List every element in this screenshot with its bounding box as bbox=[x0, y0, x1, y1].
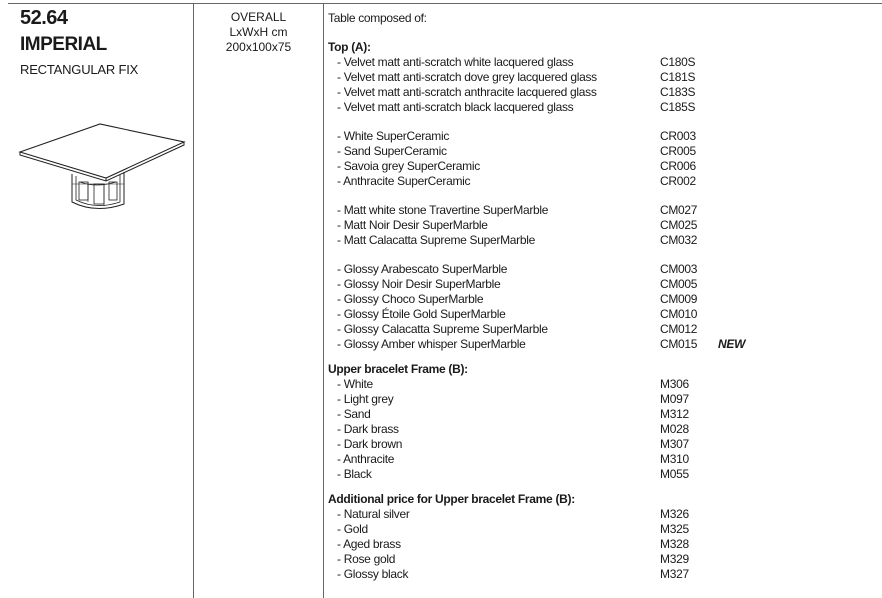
dimensions-overall-label: OVERALL bbox=[230, 10, 287, 24]
top-option-row bbox=[328, 129, 868, 144]
option-label: - Glossy Choco SuperMarble bbox=[337, 292, 484, 306]
composition-column bbox=[328, 11, 868, 582]
section-gap bbox=[328, 352, 868, 362]
option-label: - Glossy Amber whisper SuperMarble bbox=[337, 337, 526, 351]
group-gap bbox=[328, 248, 868, 262]
option-code: M312 bbox=[660, 407, 689, 421]
option-code: C181S bbox=[660, 70, 696, 84]
option-code: M097 bbox=[660, 392, 689, 406]
group-gap bbox=[328, 115, 868, 129]
intro-text: Table composed of: bbox=[328, 11, 427, 25]
option-label: - Black bbox=[337, 467, 372, 481]
option-label: - Velvet matt anti-scratch dove grey lacquered glass bbox=[337, 70, 597, 84]
option-label: - Light grey bbox=[337, 392, 394, 406]
option-code: CM015 bbox=[660, 337, 698, 351]
option-code: M326 bbox=[660, 507, 689, 521]
top-option-row bbox=[328, 307, 868, 322]
option-code: CR006 bbox=[660, 159, 696, 173]
column-divider-2 bbox=[323, 3, 324, 598]
option-label: - Rose gold bbox=[337, 552, 396, 566]
top-option-row bbox=[328, 233, 868, 248]
product-subtitle: RECTANGULAR FIX bbox=[20, 62, 139, 77]
column-divider-1 bbox=[193, 3, 194, 598]
option-label: - Velvet matt anti-scratch black lacquered glass bbox=[337, 100, 574, 114]
option-label: - Glossy Noir Desir SuperMarble bbox=[337, 277, 501, 291]
option-code: CM025 bbox=[660, 218, 698, 232]
option-label: - Sand SuperCeramic bbox=[337, 144, 447, 158]
top-option-row bbox=[328, 55, 868, 70]
option-code: M055 bbox=[660, 467, 689, 481]
option-code: C180S bbox=[660, 55, 696, 69]
option-code: M328 bbox=[660, 537, 689, 551]
option-code: CR005 bbox=[660, 144, 696, 158]
option-label: - Dark brown bbox=[337, 437, 403, 451]
top-section-title: Top (A): bbox=[328, 40, 371, 54]
product-code: 52.64 bbox=[20, 7, 68, 29]
top-option-row bbox=[328, 100, 868, 115]
option-code: CM010 bbox=[660, 307, 698, 321]
option-label: - Velvet matt anti-scratch white lacquered glass bbox=[337, 55, 574, 69]
option-code: M325 bbox=[660, 522, 689, 536]
option-code: CM009 bbox=[660, 292, 698, 306]
dimensions-value: 200x100x75 bbox=[225, 40, 292, 54]
new-badge: NEW bbox=[718, 337, 746, 351]
top-option-row bbox=[328, 292, 868, 307]
frame-option-row bbox=[328, 467, 868, 482]
option-label: - Anthracite SuperCeramic bbox=[337, 174, 471, 188]
top-option-row bbox=[328, 159, 868, 174]
option-code: M310 bbox=[660, 452, 689, 466]
frame-section-title: Upper bracelet Frame (B): bbox=[328, 362, 468, 376]
frame-option-row bbox=[328, 437, 868, 452]
option-label: - Velvet matt anti-scratch anthracite lacquered glass bbox=[337, 85, 597, 99]
option-label: - Natural silver bbox=[337, 507, 410, 521]
option-label: - Sand bbox=[337, 407, 371, 421]
option-label: - Glossy Arabescato SuperMarble bbox=[337, 262, 508, 276]
option-code: CM027 bbox=[660, 203, 698, 217]
option-label: - Glossy black bbox=[337, 567, 409, 581]
option-label: - Gold bbox=[337, 522, 368, 536]
option-code: CR002 bbox=[660, 174, 696, 188]
top-option-row bbox=[328, 70, 868, 85]
top-option-row bbox=[328, 277, 868, 292]
option-code: CM032 bbox=[660, 233, 698, 247]
option-code: C185S bbox=[660, 100, 696, 114]
option-label: - Dark brass bbox=[337, 422, 399, 436]
top-option-row bbox=[328, 174, 868, 189]
top-option-row bbox=[328, 337, 868, 352]
section-gap bbox=[328, 482, 868, 492]
top-option-row bbox=[328, 144, 868, 159]
table-drawing bbox=[16, 122, 188, 214]
option-label: - Matt white stone Travertine SuperMarble bbox=[337, 203, 549, 217]
option-label: - White bbox=[337, 377, 373, 391]
top-option-row bbox=[328, 218, 868, 233]
top-option-row bbox=[328, 322, 868, 337]
option-code: C183S bbox=[660, 85, 696, 99]
option-label: - Matt Calacatta Supreme SuperMarble bbox=[337, 233, 535, 247]
option-label: - Glossy Étoile Gold SuperMarble bbox=[337, 307, 506, 321]
dimensions-unit-label: LxWxH cm bbox=[229, 25, 288, 39]
option-code: M329 bbox=[660, 552, 689, 566]
option-label: - Matt Noir Desir SuperMarble bbox=[337, 218, 488, 232]
top-option-row bbox=[328, 85, 868, 100]
option-code: CM005 bbox=[660, 277, 698, 291]
additional-option-row bbox=[328, 567, 868, 582]
option-code: M028 bbox=[660, 422, 689, 436]
frame-option-row bbox=[328, 407, 868, 422]
option-label: - Savoia grey SuperCeramic bbox=[337, 159, 480, 173]
option-code: CM003 bbox=[660, 262, 698, 276]
additional-option-row bbox=[328, 507, 868, 522]
additional-option-row bbox=[328, 522, 868, 537]
group-gap bbox=[328, 189, 868, 203]
option-label: - Glossy Calacatta Supreme SuperMarble bbox=[337, 322, 548, 336]
product-name: IMPERIAL bbox=[20, 34, 107, 55]
option-label: - White SuperCeramic bbox=[337, 129, 450, 143]
option-code: M327 bbox=[660, 567, 689, 581]
frame-option-row bbox=[328, 377, 868, 392]
frame-option-row bbox=[328, 422, 868, 437]
option-code: CM012 bbox=[660, 322, 698, 336]
frame-option-row bbox=[328, 452, 868, 467]
option-code: M306 bbox=[660, 377, 689, 391]
top-option-row bbox=[328, 203, 868, 218]
option-label: - Anthracite bbox=[337, 452, 395, 466]
additional-option-row bbox=[328, 537, 868, 552]
option-label: - Aged brass bbox=[337, 537, 401, 551]
additional-option-row bbox=[328, 552, 868, 567]
option-code: CR003 bbox=[660, 129, 696, 143]
additional-section-title: Additional price for Upper bracelet Frame (B): bbox=[328, 492, 575, 506]
dimensions-block bbox=[194, 10, 323, 55]
top-rule bbox=[8, 3, 882, 4]
frame-option-row bbox=[328, 392, 868, 407]
top-option-row bbox=[328, 262, 868, 277]
option-code: M307 bbox=[660, 437, 689, 451]
